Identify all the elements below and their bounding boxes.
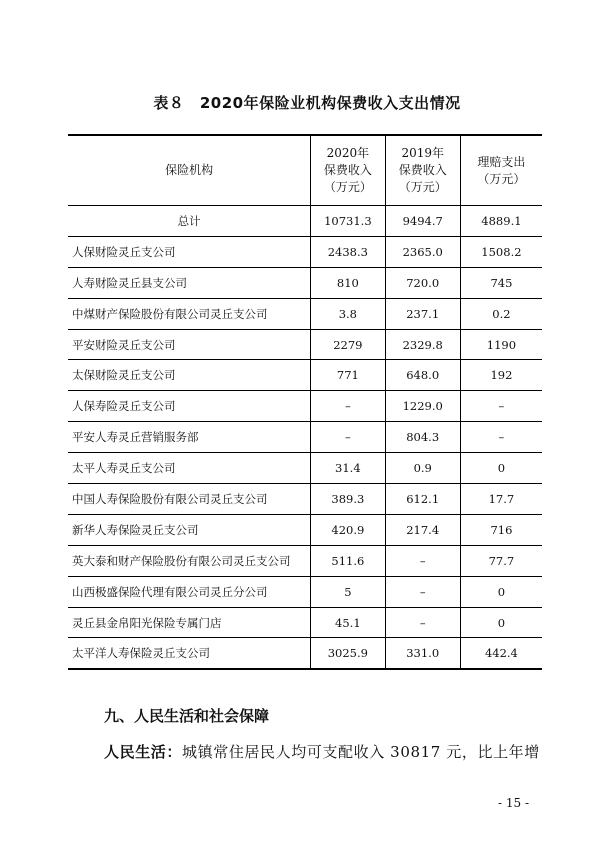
row-name: 人保财险灵丘支公司 — [68, 236, 311, 267]
page-number: - 15 - — [498, 796, 530, 810]
row-2020: 3025.9 — [311, 638, 385, 669]
row-2020: 5 — [311, 576, 385, 607]
table-title: 表８ 2020年保险业机构保费收入支出情况 — [153, 94, 461, 112]
row-name: 平安财险灵丘支公司 — [68, 329, 311, 360]
table-row — [68, 329, 542, 360]
row-claims: 0 — [460, 453, 542, 484]
row-2019: 2329.8 — [385, 329, 460, 360]
row-2020: 511.6 — [311, 545, 385, 576]
row-2019: – — [385, 607, 460, 638]
table-row — [68, 576, 542, 607]
row-2019: 9494.7 — [385, 206, 460, 237]
row-2020: 771 — [311, 360, 385, 391]
table-row — [68, 607, 542, 638]
row-name: 人保寿险灵丘支公司 — [68, 391, 311, 422]
table-row-total — [68, 206, 542, 237]
row-2020: 810 — [311, 267, 385, 298]
table-row — [68, 638, 542, 669]
row-2019: 1229.0 — [385, 391, 460, 422]
row-claims: 4889.1 — [460, 206, 542, 237]
row-name: 中煤财产保险股份有限公司灵丘支公司 — [68, 298, 311, 329]
header-institution: 保险机构 — [68, 135, 311, 206]
row-claims: 17.7 — [460, 484, 542, 515]
header-claims: 理赔支出 （万元） — [460, 135, 542, 206]
table-row — [68, 360, 542, 391]
row-2020: 10731.3 — [311, 206, 385, 237]
row-claims: 745 — [460, 267, 542, 298]
table-row — [68, 267, 542, 298]
row-2019: 217.4 — [385, 514, 460, 545]
header-2020-premium: 2020年 保费收入 （万元） — [311, 135, 385, 206]
row-name: 太平人寿灵丘支公司 — [68, 453, 311, 484]
table-row — [68, 514, 542, 545]
row-name: 太平洋人寿保险灵丘支公司 — [68, 638, 311, 669]
row-2020: 45.1 — [311, 607, 385, 638]
table-header-row — [68, 135, 542, 206]
row-2019: 720.0 — [385, 267, 460, 298]
table-row — [68, 453, 542, 484]
table-row — [68, 545, 542, 576]
paragraph — [104, 741, 564, 762]
row-2019: 331.0 — [385, 638, 460, 669]
row-claims: 442.4 — [460, 638, 542, 669]
row-claims: 0 — [460, 576, 542, 607]
row-name: 平安人寿灵丘营销服务部 — [68, 422, 311, 453]
row-2020: 31.4 — [311, 453, 385, 484]
row-2020: 2438.3 — [311, 236, 385, 267]
row-claims: 1508.2 — [460, 236, 542, 267]
row-2020: 389.3 — [311, 484, 385, 515]
row-claims: – — [460, 391, 542, 422]
row-name: 总计 — [68, 206, 311, 237]
row-name: 新华人寿保险灵丘支公司 — [68, 514, 311, 545]
paragraph-lead: 人民生活： — [104, 743, 183, 761]
row-claims: 1190 — [460, 329, 542, 360]
row-name: 中国人寿保险股份有限公司灵丘支公司 — [68, 484, 311, 515]
row-name: 山西极盛保险代理有限公司灵丘分公司 — [68, 576, 311, 607]
row-2019: – — [385, 545, 460, 576]
table-row — [68, 484, 542, 515]
row-name: 太保财险灵丘支公司 — [68, 360, 311, 391]
row-claims: 77.7 — [460, 545, 542, 576]
row-name: 人寿财险灵丘县支公司 — [68, 267, 311, 298]
table-row — [68, 391, 542, 422]
header-2019-premium: 2019年 保费收入 （万元） — [385, 135, 460, 206]
row-claims: 0 — [460, 607, 542, 638]
row-2020: 3.8 — [311, 298, 385, 329]
row-2019: – — [385, 576, 460, 607]
table-row — [68, 236, 542, 267]
row-2019: 0.9 — [385, 453, 460, 484]
row-2019: 804.3 — [385, 422, 460, 453]
row-2020: 420.9 — [311, 514, 385, 545]
row-name: 英大泰和财产保险股份有限公司灵丘支公司 — [68, 545, 311, 576]
row-2020: – — [311, 391, 385, 422]
row-2019: 2365.0 — [385, 236, 460, 267]
row-2019: 648.0 — [385, 360, 460, 391]
row-2020: – — [311, 422, 385, 453]
row-2019: 612.1 — [385, 484, 460, 515]
row-name: 灵丘县金帛阳光保险专属门店 — [68, 607, 311, 638]
row-2019: 237.1 — [385, 298, 460, 329]
row-claims: – — [460, 422, 542, 453]
paragraph-text: 城镇常住居民人均可支配收入 30817 元，比上年增 — [182, 743, 540, 761]
insurance-table — [68, 134, 542, 670]
row-2020: 2279 — [311, 329, 385, 360]
row-claims: 192 — [460, 360, 542, 391]
section-heading: 九、人民生活和社会保障 — [104, 707, 270, 725]
table-row — [68, 298, 542, 329]
row-claims: 716 — [460, 514, 542, 545]
table-row — [68, 422, 542, 453]
row-claims: 0.2 — [460, 298, 542, 329]
